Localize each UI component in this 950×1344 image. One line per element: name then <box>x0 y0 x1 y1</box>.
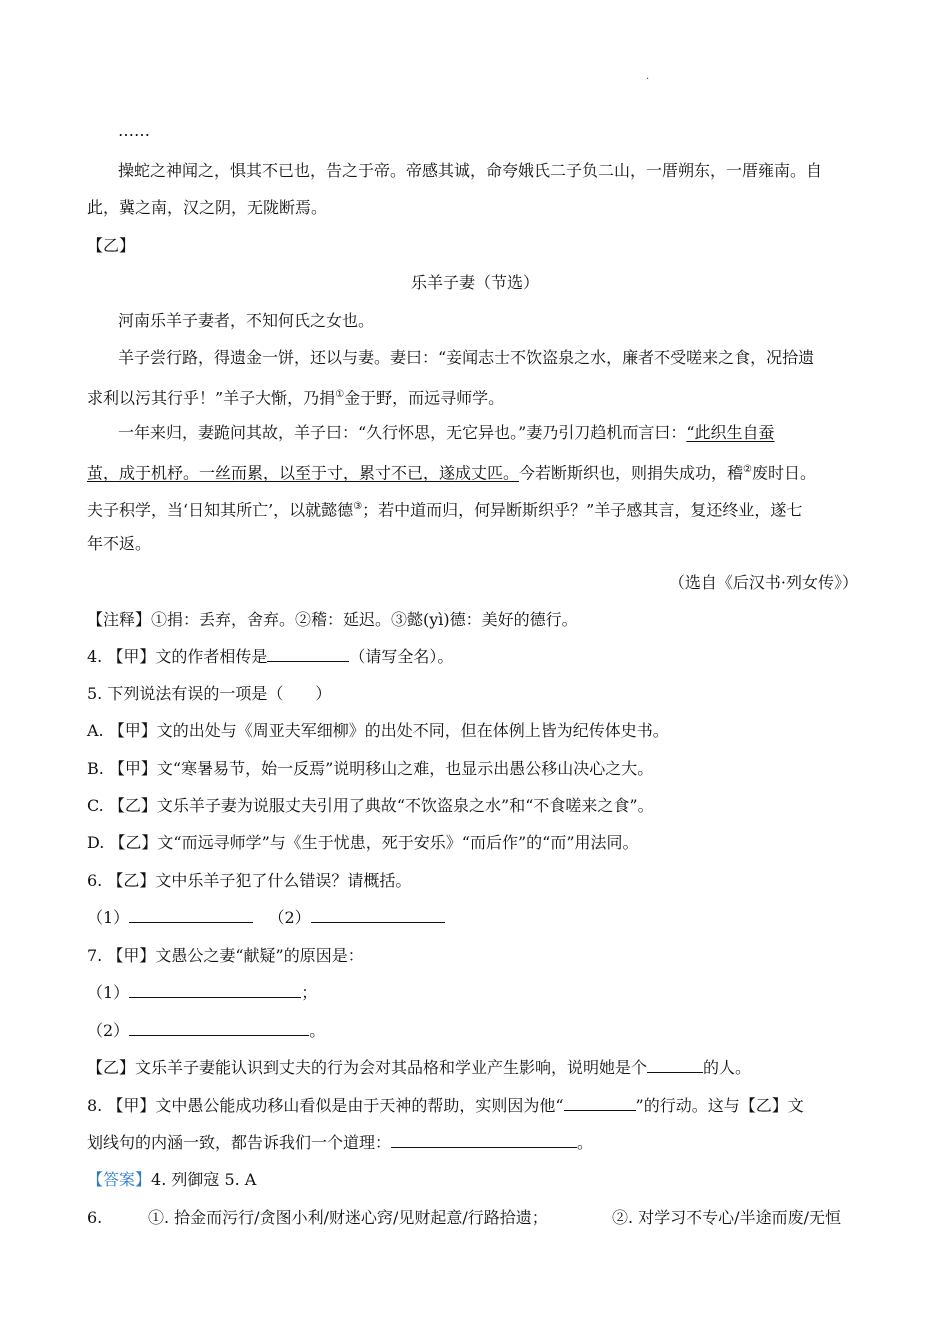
option-c: C. 【乙】文乐羊子妻为说服丈夫引用了典故“不饮盗泉之水”和“不食嗟来之食”。 <box>87 796 654 815</box>
answer-text: 4. 列御寇 5. A <box>151 1170 257 1189</box>
blank-label: （2） <box>268 908 311 927</box>
yi-paragraph <box>118 422 775 444</box>
answer-blank[interactable] <box>391 1133 577 1148</box>
question-8-line-2 <box>87 1132 593 1154</box>
question-text: 【乙】文乐羊子妻能认识到丈夫的行为会对其品格和学业产生影响，说明她是个 <box>87 1058 648 1077</box>
answer-blank[interactable] <box>267 647 349 662</box>
yi-text: 求利以污其行乎！”羊子大惭，乃捐 <box>87 388 336 408</box>
question-text: 的人。 <box>703 1058 752 1077</box>
footnote-mark: ③ <box>353 501 363 512</box>
section-tag-yi: 【乙】 <box>87 236 136 255</box>
yi-paragraph <box>87 496 802 521</box>
answer-blank[interactable] <box>129 908 253 923</box>
option-d: D. 【乙】文“而远寻师学”与《生于忧患，死于安乐》“而后作”的“而”用法同。 <box>87 833 639 852</box>
answer-blank[interactable] <box>129 983 301 998</box>
question-text: 划线句的内涵一致，都告诉我们一个道理： <box>87 1133 392 1152</box>
question-7-yi <box>87 1057 751 1079</box>
question-7-blank-2 <box>87 1020 325 1042</box>
option-a: A. 【甲】文的出处与《周亚夫军细柳》的出处不同，但在体例上皆为纪传体史书。 <box>87 721 669 740</box>
question-text: 4. 【甲】文的作者相传是 <box>87 647 268 666</box>
yi-text: 废时日。 <box>752 463 817 483</box>
yi-text: 一年来归，妻跪问其故，羊子曰：“久行怀思，无它异也。”妻乃引刀趋机而言曰： <box>118 423 687 442</box>
yi-text: 今若断斯织也，则捐失成功，稽 <box>519 463 744 483</box>
punctuation: ； <box>301 983 318 1002</box>
answer-6-num: 6. <box>87 1208 103 1227</box>
answer-6-part-1: ①. 拾金而污行/贪图小利/财迷心窍/见财起意/行路拾遗； <box>148 1208 548 1227</box>
answer-blank[interactable] <box>647 1058 703 1073</box>
answer-tag: 【答案】 <box>87 1170 152 1189</box>
question-text: 8. 【甲】文中愚公能成功移山看似是由于天神的帮助，实则因为他“ <box>87 1096 564 1115</box>
answer-blank[interactable] <box>129 1021 309 1036</box>
answer-6-part-2: ②. 对学习不专心/半途而废/无恒 <box>612 1208 841 1227</box>
yi-paragraph: 羊子尝行路，得遗金一饼，还以与妻。妻曰：“妾闻志士不饮盗泉之水，廉者不受嗟来之食，况拾遗 <box>118 348 815 367</box>
yi-paragraph <box>87 384 504 409</box>
page-dot: · <box>646 74 650 85</box>
punctuation: 。 <box>309 1021 326 1040</box>
answer-blank[interactable] <box>311 908 445 923</box>
yi-paragraph <box>87 459 816 484</box>
question-text: ”的行动。这与【乙】文 <box>635 1096 804 1115</box>
question-5: 5. 下列说法有误的一项是（ ） <box>87 684 332 703</box>
blank-label: （1） <box>87 983 130 1002</box>
answer-line <box>87 1169 256 1191</box>
question-7-blank-1 <box>87 982 317 1004</box>
question-4 <box>87 646 453 668</box>
question-6-blanks <box>87 907 445 929</box>
ellipsis: …… <box>118 121 150 140</box>
question-6: 6. 【乙】文中乐羊子犯了什么错误？请概括。 <box>87 871 412 890</box>
footnote-mark: ① <box>335 389 345 400</box>
punctuation: 。 <box>577 1133 594 1152</box>
source-citation: （选自《后汉书·列女传》） <box>668 573 858 592</box>
question-8 <box>87 1095 804 1117</box>
yi-text: 夫子积学，当‘日知其所亡’，以就懿德 <box>87 500 354 520</box>
answer-blank[interactable] <box>564 1096 636 1111</box>
question-7: 7. 【甲】文愚公之妻“献疑”的原因是： <box>87 946 364 965</box>
question-text: （请写全名）。 <box>349 647 454 666</box>
yi-paragraph: 河南乐羊子妻者，不知何氏之女也。 <box>118 311 375 330</box>
yi-paragraph: 年不返。 <box>87 534 152 553</box>
yi-text: 金于野，而远寻师学。 <box>344 388 505 408</box>
underlined-sentence: “此织生自蚕 <box>686 423 775 442</box>
option-b: B. 【甲】文“寒暑易节，始一反焉”说明移山之难，也显示出愚公移山决心之大。 <box>87 759 654 778</box>
blank-label: （1） <box>87 908 130 927</box>
blank-label: （2） <box>87 1021 130 1040</box>
underlined-sentence: 茧，成于机杼。一丝而累，以至于寸，累寸不已，遂成丈匹。 <box>87 463 520 483</box>
jia-text-line: 操蛇之神闻之，惧其不已也，告之于帝。帝感其诚，命夸娥氏二子负二山，一厝朔东，一厝雍南。自 <box>118 161 823 180</box>
yi-title: 乐羊子妻（节选） <box>410 273 539 292</box>
footnote-mark: ② <box>743 464 752 475</box>
jia-text-line: 此，冀之南，汉之阴，无陇断焉。 <box>87 198 328 217</box>
yi-text: ；若中道而归，何异断斯织乎？”羊子感其言，复还终业，遂七 <box>362 500 803 520</box>
annotation-notes: 【注释】①捐：丢弃，舍弃。②稽：延迟。③懿(yì)德：美好的德行。 <box>87 610 578 629</box>
